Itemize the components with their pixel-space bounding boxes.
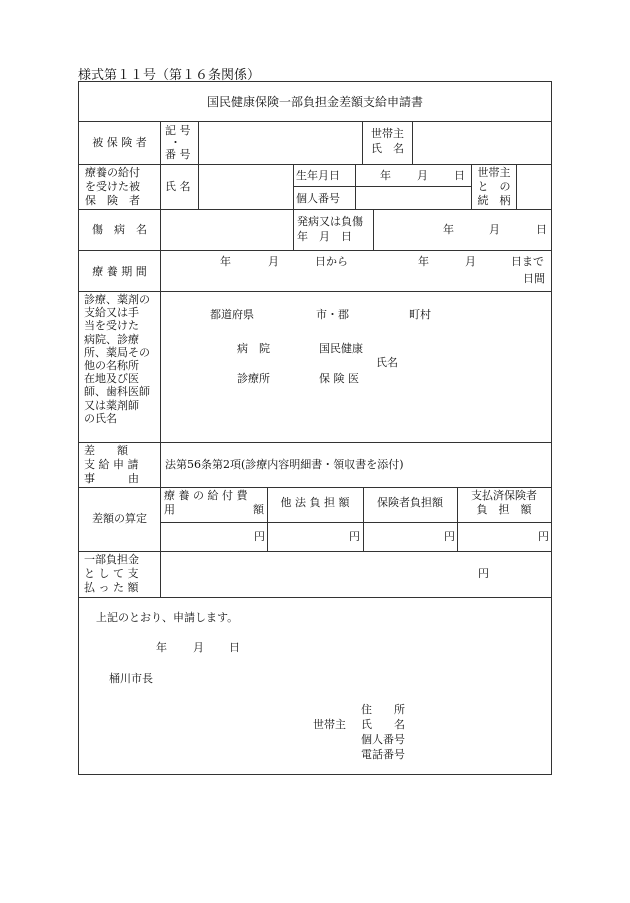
row-divider xyxy=(79,250,551,251)
provider-label-line: 支給又は手 xyxy=(84,306,139,320)
insurer-burden-field[interactable] xyxy=(364,523,457,551)
separator-dot: ・ xyxy=(170,136,181,149)
application-year: 年 xyxy=(156,641,167,654)
yen-unit: 円 xyxy=(254,530,265,543)
reason-label-1: 差 額 xyxy=(84,444,128,457)
household-head-label-2: 氏 名 xyxy=(371,142,404,155)
insurance-number-field[interactable] xyxy=(198,122,362,164)
clinic-label: 診療所 xyxy=(237,372,270,385)
benefit-cost-field[interactable] xyxy=(161,523,267,551)
yen-unit: 円 xyxy=(538,530,549,543)
paid-insurer-burden-field[interactable] xyxy=(458,523,551,551)
application-statement: 上記のとおり、申請します。 xyxy=(96,611,239,624)
provider-label-line: 在地及び医 xyxy=(84,372,139,386)
household-head-label-1: 世帯主 xyxy=(371,127,404,140)
benefit-cost-header-3: 額 xyxy=(253,503,264,516)
applicant-head-label: 世帯主 xyxy=(313,718,346,731)
doctor-name-label: 氏名 xyxy=(376,356,398,369)
row-divider xyxy=(79,487,551,488)
addressee: 桶川市長 xyxy=(109,672,153,685)
city-label: 市・郡 xyxy=(316,308,349,321)
treatment-period-label: 療 養 期 間 xyxy=(92,265,147,278)
provider-label xyxy=(84,293,160,425)
other-law-burden-field[interactable] xyxy=(268,523,363,551)
applicant-my-number-label: 個人番号 xyxy=(361,733,405,746)
onset-year: 年 xyxy=(443,223,454,236)
relation-label-1: 世帯主 xyxy=(477,166,511,179)
column-divider xyxy=(373,209,374,250)
yen-unit: 円 xyxy=(478,567,489,580)
relation-label-3: 続 柄 xyxy=(477,194,511,207)
number-label: 番 号 xyxy=(165,148,191,161)
disease-name-field[interactable] xyxy=(161,210,293,250)
onset-label-1: 発病又は負傷 xyxy=(297,215,363,228)
paid-amount-label-2: と し て 支 xyxy=(84,567,139,580)
recipient-label-3: 保 険 者 xyxy=(85,194,140,207)
reason-text: 法第56条第2項(診療内容明細書・領収書を添付) xyxy=(165,458,404,471)
application-form-table xyxy=(78,81,552,775)
onset-day: 日 xyxy=(536,223,547,236)
name-label: 氏 名 xyxy=(165,180,191,193)
prefecture-label: 都道府県 xyxy=(210,308,254,321)
period-from-month: 月 xyxy=(268,255,279,268)
provider-label-line: の氏名 xyxy=(84,411,117,425)
recipient-my-number-field[interactable] xyxy=(356,187,471,209)
hospital-label: 病 院 xyxy=(237,342,270,355)
insured-label: 被 保 険 者 xyxy=(92,136,147,149)
reason-label-2: 支 給 申 請 xyxy=(84,458,139,471)
provider-label-line: 他の名称所 xyxy=(84,359,139,373)
applicant-phone-label: 電話番号 xyxy=(361,748,405,761)
applicant-info-field[interactable] xyxy=(411,701,547,765)
provider-label-line: 所、薬局その xyxy=(84,345,150,359)
yen-unit: 円 xyxy=(444,530,455,543)
row-divider xyxy=(79,597,551,598)
applicant-name-label: 氏 名 xyxy=(361,718,405,731)
birth-day: 日 xyxy=(454,169,465,182)
row-divider xyxy=(79,164,551,165)
household-head-name-field[interactable] xyxy=(413,122,551,164)
relation-field[interactable] xyxy=(517,165,551,209)
insurer-burden-header: 保険者負担額 xyxy=(377,496,443,509)
onset-month: 月 xyxy=(489,223,500,236)
provider-label-line: 又は薬剤師 xyxy=(84,398,139,412)
disease-name-label: 傷 病 名 xyxy=(92,223,147,236)
birth-month: 月 xyxy=(417,169,428,182)
form-number-label: 様式第１１号（第１６条関係） xyxy=(78,68,261,83)
provider-info-field[interactable] xyxy=(161,292,551,442)
recipient-name-field[interactable] xyxy=(199,165,293,209)
row-divider xyxy=(79,442,551,443)
nhi-label: 国民健康 xyxy=(319,342,363,355)
recipient-label-1: 療養の給付 xyxy=(85,166,140,179)
birth-date-label: 生年月日 xyxy=(296,169,340,182)
town-label: 町村 xyxy=(409,308,431,321)
insurance-doctor-label: 保 険 医 xyxy=(319,372,359,385)
application-day: 日 xyxy=(229,641,240,654)
row-divider xyxy=(79,209,551,210)
difference-calc-label: 差額の算定 xyxy=(92,512,147,525)
my-number-label: 個人番号 xyxy=(296,192,340,205)
provider-label-line: 当を受けた xyxy=(84,319,139,333)
period-days: 日間 xyxy=(523,272,545,285)
birth-year: 年 xyxy=(380,169,391,182)
onset-label-2: 年 月 日 xyxy=(297,230,352,243)
applicant-address-label: 住 所 xyxy=(361,703,405,716)
period-to-day: 日まで xyxy=(511,255,544,268)
paid-amount-label-3: 払 っ た 額 xyxy=(84,581,139,594)
recipient-label-2: を受けた被 xyxy=(85,180,140,193)
provider-label-line: 師、歯科医師 xyxy=(84,385,150,399)
benefit-cost-header-2: 用 xyxy=(164,503,175,516)
paid-insurer-burden-header-1: 支払済保険者 xyxy=(471,489,537,502)
provider-label-line: 病院、診療 xyxy=(84,332,139,346)
period-from-year: 年 xyxy=(220,255,231,268)
column-divider xyxy=(293,164,294,250)
form-title: 国民健康保険一部負担金差額支給申請書 xyxy=(206,95,423,109)
paid-amount-label-1: 一部負担金 xyxy=(84,553,139,566)
symbol-label: 記 号 xyxy=(165,124,191,137)
yen-unit: 円 xyxy=(349,530,360,543)
paid-insurer-burden-header-2: 負 担 額 xyxy=(476,503,532,516)
application-month: 月 xyxy=(193,641,204,654)
reason-label-3: 事 由 xyxy=(84,472,139,485)
relation-label-2: と の xyxy=(477,180,511,193)
period-to-year: 年 xyxy=(418,255,429,268)
paid-amount-field[interactable] xyxy=(161,552,551,597)
other-law-burden-header: 他 法 負 担 額 xyxy=(280,496,350,509)
period-from-day: 日から xyxy=(315,255,348,268)
benefit-cost-header-1: 療 養 の 給 付 費 xyxy=(164,489,248,502)
period-to-month: 月 xyxy=(465,255,476,268)
provider-label-line: 診療、薬剤の xyxy=(84,293,150,306)
